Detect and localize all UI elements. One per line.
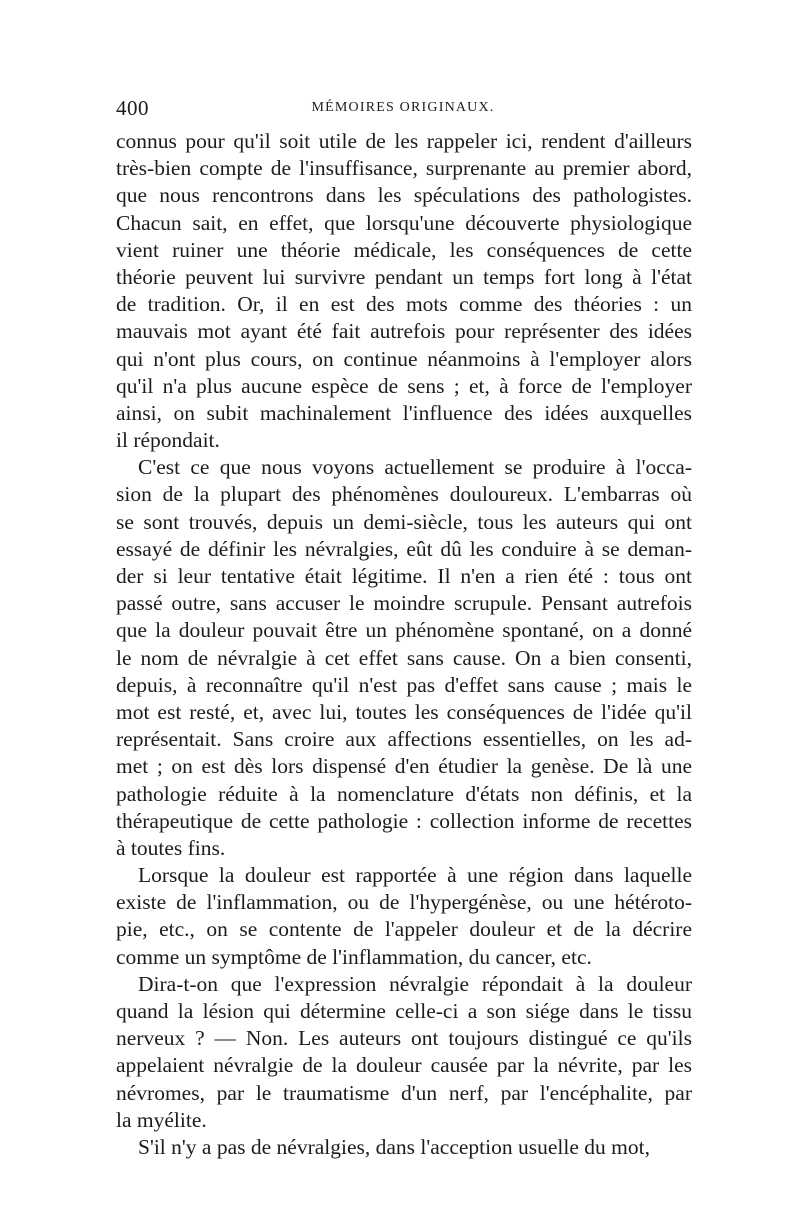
text-line: le nom de névralgie à cet effet sans cause. On a bien consenti, xyxy=(116,645,692,670)
text-line: existe de l'inflammation, ou de l'hypergénèse, ou une hétéroto- xyxy=(116,890,692,915)
text-line: théorie peuvent lui survivre pendant un temps fort long à l'état xyxy=(116,264,692,289)
text-line: thérapeutique de cette pathologie : collection informe de recettes xyxy=(116,808,692,833)
text-line: depuis, à reconnaître qu'il n'est pas d'effet sans cause ; mais le xyxy=(116,672,692,697)
body-text xyxy=(116,128,692,1161)
paragraph xyxy=(116,1134,692,1161)
text-line: se sont trouvés, depuis un demi-siècle, tous les auteurs qui ont xyxy=(116,509,692,534)
paragraph xyxy=(116,454,692,862)
text-line: représentait. Sans croire aux affections essentielles, on les ad- xyxy=(116,727,692,752)
text-line: essayé de définir les névralgies, eût dû les conduire à se deman- xyxy=(116,536,692,561)
text-line: que la douleur pouvait être un phénomène spontané, on a donné xyxy=(116,618,692,643)
text-line: met ; on est dès lors dispensé d'en étudier la genèse. De là une xyxy=(116,754,692,779)
text-line: pathologie réduite à la nomenclature d'états non définis, et la xyxy=(116,781,692,806)
text-line: connus pour qu'il soit utile de les rappeler ici, rendent d'ailleurs xyxy=(116,129,692,153)
text-line: comme un symptôme de l'inflammation, du cancer, etc. xyxy=(116,944,592,969)
text-line: à toutes fins. xyxy=(116,835,226,860)
text-line: S'il n'y a pas de névralgies, dans l'acception usuelle du mot, xyxy=(138,1134,650,1159)
text-line: névromes, par le traumatisme d'un nerf, par l'encéphalite, par xyxy=(116,1080,692,1105)
text-line: Dira-t-on que l'expression névralgie répondait à la douleur xyxy=(138,971,692,996)
paragraph xyxy=(116,862,692,971)
text-line: qu'il n'a plus aucune espèce de sens ; et, à force de l'employer xyxy=(116,373,692,398)
running-title: MÉMOIRES ORIGINAUX. xyxy=(311,100,495,115)
text-line: nerveux ? — Non. Les auteurs ont toujours distingué ce qu'ils xyxy=(116,1026,692,1051)
text-line: de tradition. Or, il en est des mots comme des théories : un xyxy=(116,292,692,317)
text-line: la myélite. xyxy=(116,1107,207,1132)
text-line: passé outre, sans accuser le moindre scrupule. Pensant autrefois xyxy=(116,591,692,616)
text-line: mauvais mot ayant été fait autrefois pour représenter des idées xyxy=(116,319,692,344)
text-line: qui n'ont plus cours, on continue néanmoins à l'employer alors xyxy=(116,346,692,371)
text-line: Chacun sait, en effet, que lorsqu'une découverte physiologique xyxy=(116,210,692,235)
page-number: 400 xyxy=(116,96,149,120)
text-line: mot est resté, et, avec lui, toutes les conséquences de l'idée qu'il xyxy=(116,699,692,724)
text-line: que nous rencontrons dans les spéculations des pathologistes. xyxy=(116,183,692,208)
text-line: C'est ce que nous voyons actuellement se produire à l'occa- xyxy=(138,455,692,480)
text-line: quand la lésion qui détermine celle-ci a son siége dans le tissu xyxy=(116,999,692,1023)
text-line: très-bien compte de l'insuffisance, surprenante au premier abord, xyxy=(116,156,692,181)
text-line: pie, etc., on se contente de l'appeler douleur et de la décrire xyxy=(116,917,692,942)
text-line: appelaient névralgie de la douleur causée par la névrite, par les xyxy=(116,1053,692,1078)
text-line: sion de la plupart des phénomènes douloureux. L'embarras où xyxy=(116,482,692,507)
text-line: vient ruiner une théorie médicale, les conséquences de cette xyxy=(116,237,692,262)
page-header xyxy=(116,96,690,122)
text-line: der si leur tentative était légitime. Il n'en a rien été : tous ont xyxy=(116,564,692,588)
text-line: ainsi, on subit machinalement l'influence des idées auxquelles xyxy=(116,400,692,425)
text-line: il répondait. xyxy=(116,428,220,453)
paragraph xyxy=(116,128,692,454)
text-line: Lorsque la douleur est rapportée à une région dans laquelle xyxy=(138,863,692,888)
paragraph xyxy=(116,971,692,1134)
